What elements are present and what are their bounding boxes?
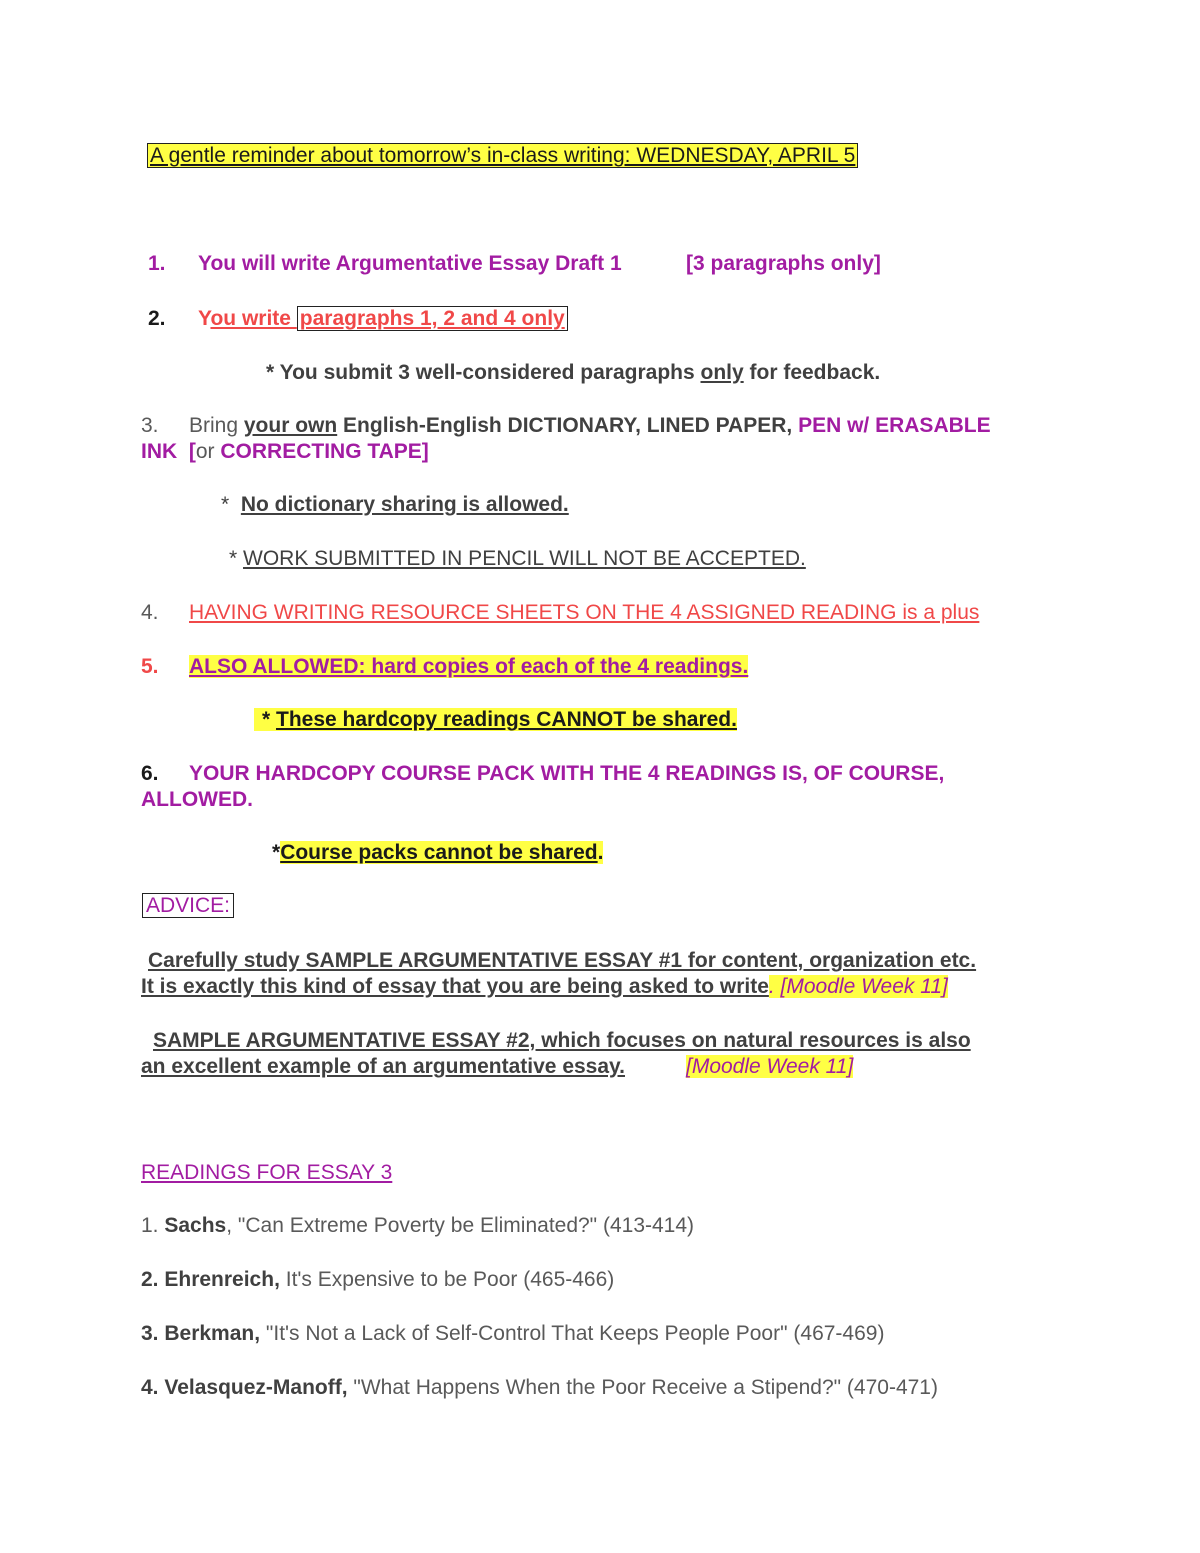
item-3-ink: INK: [141, 440, 178, 463]
item-5-sub: [254, 707, 737, 733]
reminder-heading-line: [147, 143, 858, 169]
advice-1-text-1: Carefully study SAMPLE ARGUMENTATIVE ESSAY #1 for content, organization etc.: [148, 949, 977, 972]
readings-heading: [141, 1160, 392, 1186]
advice-2-ref: [Moodle Week 11]: [686, 1055, 854, 1078]
advice-1-line-1: [143, 948, 976, 974]
item-1: [148, 251, 622, 277]
item-3-sub-2-star: *: [229, 547, 244, 570]
item-3-own: your own: [243, 414, 338, 437]
reading-1-title: "Can Extreme Poverty be Eliminated?" (413-414): [237, 1214, 695, 1237]
item-4-text: HAVING WRITING RESOURCE SHEETS ON THE 4 ASSIGNED READING is a plus: [189, 601, 980, 624]
item-6-text-1: YOUR HARDCOPY COURSE PACK WITH THE 4 READINGS IS, OF COURSE,: [189, 762, 945, 785]
reminder-heading: A gentle reminder about tomorrow’s in-class writing: WEDNESDAY, APRIL 5: [147, 143, 858, 168]
advice-2-line-2: [141, 1054, 625, 1080]
item-5-sub-text: These hardcopy readings CANNOT be shared.: [276, 708, 737, 731]
reading-item-3: [141, 1321, 884, 1347]
reading-1-author: Sachs: [164, 1214, 227, 1237]
item-3-bring: Bring: [189, 414, 244, 437]
item-6-text-2: ALLOWED.: [141, 788, 253, 811]
item-6-number: 6.: [141, 762, 159, 785]
item-1-note-line: [686, 251, 881, 277]
item-3-pen: PEN w/ ERASABLE: [798, 414, 991, 437]
item-6-line-2: [141, 787, 253, 813]
item-2-sub-post: for feedback.: [743, 361, 881, 384]
reading-2-author: Ehrenreich,: [164, 1268, 280, 1291]
item-3-sub-1: [221, 492, 569, 518]
item-6-sub-star: *: [272, 841, 281, 864]
item-2-boxed: paragraphs 1, 2 and 4 only: [297, 306, 568, 331]
reading-item-4: [141, 1375, 938, 1401]
item-6-sub-text: Course packs cannot be shared: [280, 841, 598, 864]
item-3-sub-1-text: No dictionary sharing is allowed.: [240, 493, 569, 516]
readings-heading-text: READINGS FOR ESSAY 3: [141, 1161, 393, 1184]
item-3-dict: English-English DICTIONARY, LINED PAPER,: [337, 414, 799, 437]
item-3-tape: CORRECTING TAPE]: [220, 440, 429, 463]
reading-3-number: 3.: [141, 1322, 159, 1345]
advice-label: ADVICE:: [142, 893, 234, 918]
item-1-text: You will write Argumentative Essay Draft 1: [198, 252, 622, 275]
item-3-number: 3.: [141, 414, 159, 437]
item-2-sub: [266, 360, 880, 386]
reading-4-author: Velasquez-Manoff,: [164, 1376, 348, 1399]
reading-2-number: 2.: [141, 1268, 159, 1291]
item-2-underlined: ou write: [210, 307, 297, 330]
advice-2-text-2: an excellent example of an argumentative essay.: [141, 1055, 625, 1078]
item-2-first-letter: Y: [198, 307, 211, 330]
item-6-sub: [272, 840, 603, 866]
reading-1-sep: ,: [226, 1214, 238, 1237]
item-2-number: 2.: [148, 307, 166, 330]
reading-1-number: 1.: [141, 1214, 159, 1237]
item-3-bracket: [: [188, 440, 196, 463]
item-2: [148, 306, 568, 332]
item-3-sub-2-text: WORK SUBMITTED IN PENCIL WILL NOT BE ACCEPTED.: [243, 547, 806, 570]
reading-2-title: It's Expensive to be Poor (465-466): [285, 1268, 615, 1291]
item-3-sub-1-star: *: [221, 493, 230, 516]
item-1-number: 1.: [148, 252, 166, 275]
item-1-note: [3 paragraphs only]: [686, 252, 881, 275]
item-6-sub-dot: .: [597, 841, 604, 864]
item-3-line-1: [141, 413, 991, 439]
item-5-sub-star: *: [254, 708, 276, 731]
advice-2-ref-line: [686, 1054, 853, 1080]
item-5-text: ALSO ALLOWED: hard copies of each of the 4 readings.: [189, 655, 749, 678]
item-2-sub-pre: * You submit 3 well-considered paragraphs: [266, 361, 701, 384]
reading-4-number: 4.: [141, 1376, 159, 1399]
advice-1-ref: . [Moodle Week 11]: [768, 975, 948, 998]
item-5-number: 5.: [141, 655, 159, 678]
item-4-number: 4.: [141, 601, 159, 624]
item-6-line-1: [141, 761, 944, 787]
reading-item-1: [141, 1213, 694, 1239]
advice-label-line: [142, 893, 234, 919]
item-3-or: or: [195, 440, 221, 463]
item-2-sub-only: only: [700, 361, 744, 384]
reading-4-title: "What Happens When the Poor Receive a Stipend?" (470-471): [353, 1376, 938, 1399]
advice-2-text-1: SAMPLE ARGUMENTATIVE ESSAY #2, which focuses on natural resources is also: [153, 1029, 971, 1052]
item-3-sub-2: [229, 546, 806, 572]
advice-1-line-2: [141, 974, 948, 1000]
reading-item-2: [141, 1267, 614, 1293]
item-3-line-2: [141, 439, 429, 465]
item-4: [141, 600, 979, 626]
reading-3-author: Berkman,: [164, 1322, 261, 1345]
item-5: [141, 654, 748, 680]
advice-2-line-1: [141, 1028, 971, 1054]
reading-3-title: "It's Not a Lack of Self-Control That Keeps People Poor" (467-469): [265, 1322, 885, 1345]
advice-1-text-2: It is exactly this kind of essay that you are being asked to write: [141, 975, 769, 998]
